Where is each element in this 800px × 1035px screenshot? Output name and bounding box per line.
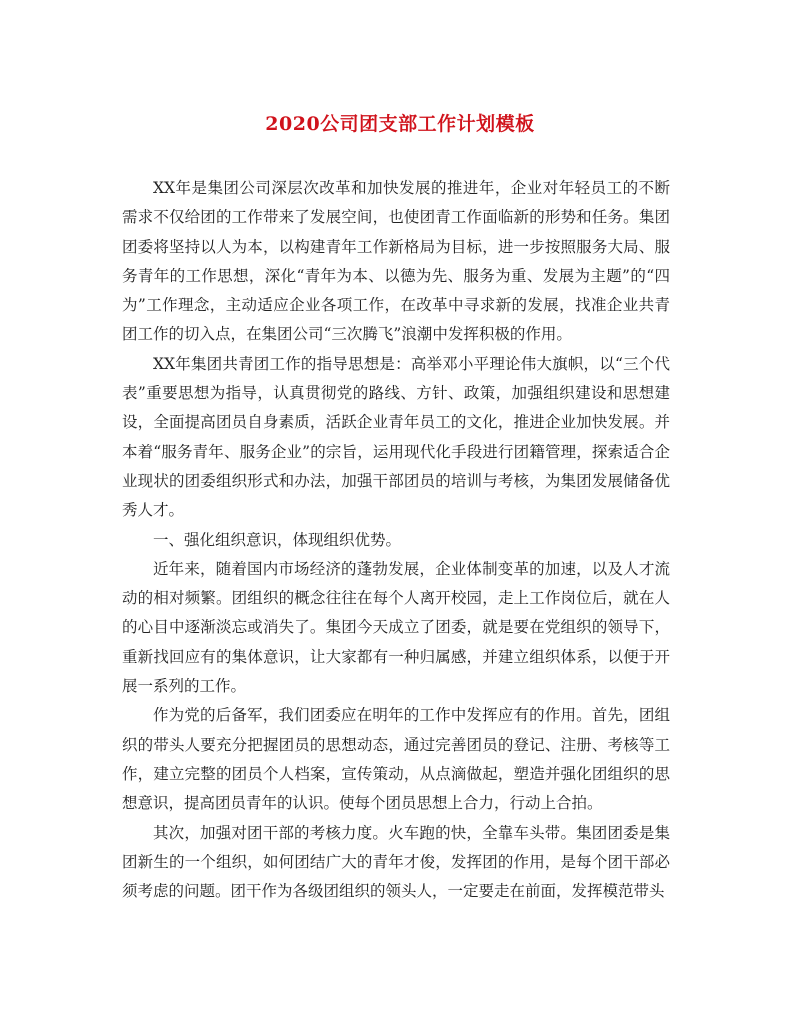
paragraph-1: XX年是集团公司深层次改革和加快发展的推进年，企业对年轻员工的不断需求不仅给团的工作带来了发展空间，也使团青工作面临新的形势和任务。集团团委将坚持以人为本，以构建青年工作新格局为目标，进一步按照服务大局、服务青年的工作思想，深化“青年为本、以德为先、服务为重、发展为主题”的“四为”工作理念，主动适应企业各项工作，在改革中寻求新的发展，找准企业共青团工作的切入点，在集团公司“三次腾飞”浪潮中发挥积极的作用。 bbox=[122, 179, 670, 344]
document-body bbox=[122, 174, 670, 906]
paragraph-5: 其次，加强对团干部的考核力度。火车跑的快，全靠车头带。集团团委是集团新生的一个组织，如何团结广大的青年才俊，发挥团的作用，是每个团干部必须考虑的问题。团干作为各级团组织的领头人，一定要走在前面，发挥模范带头 bbox=[122, 823, 670, 901]
section-heading-1: 一、强化组织意识，体现组织优势。 bbox=[153, 530, 402, 549]
paragraph-2: XX年集团共青团工作的指导思想是：高举邓小平理论伟大旗帜，以“三个代表”重要思想为指导，认真贯彻党的路线、方针、政策，加强组织建设和思想建设，全面提高团员自身素质，活跃企业青年员工的文化，推进企业加快发展。并本着“服务青年、服务企业”的宗旨，运用现代化手段进行团籍管理，探索适合企业现状的团委组织形式和办法，加强干部团员的培训与考核，为集团发展储备优秀人才。 bbox=[122, 354, 670, 520]
paragraph-4: 作为党的后备军，我们团委应在明年的工作中发挥应有的作用。首先，团组织的带头人要充分把握团员的思想动态，通过完善团员的登记、注册、考核等工作，建立完整的团员个人档案，宣传策动，从点滴做起，塑造并强化团组织的思想意识，提高团员青年的认识。使每个团员思想上合力，行动上合拍。 bbox=[122, 706, 670, 813]
paragraph-3: 近年来，随着国内市场经济的蓬勃发展，企业体制变革的加速，以及人才流动的相对频繁。团组织的概念往往在每个人离开校园，走上工作岗位后，就在人的心目中逐渐淡忘或消失了。集团今天成立了团委，就是要在党组织的领导下，重新找回应有的集体意识，让大家都有一种归属感，并建立组织体系，以便于开展一系列的工作。 bbox=[122, 559, 670, 696]
document-title: 2020公司团支部工作计划模板 bbox=[265, 113, 535, 135]
